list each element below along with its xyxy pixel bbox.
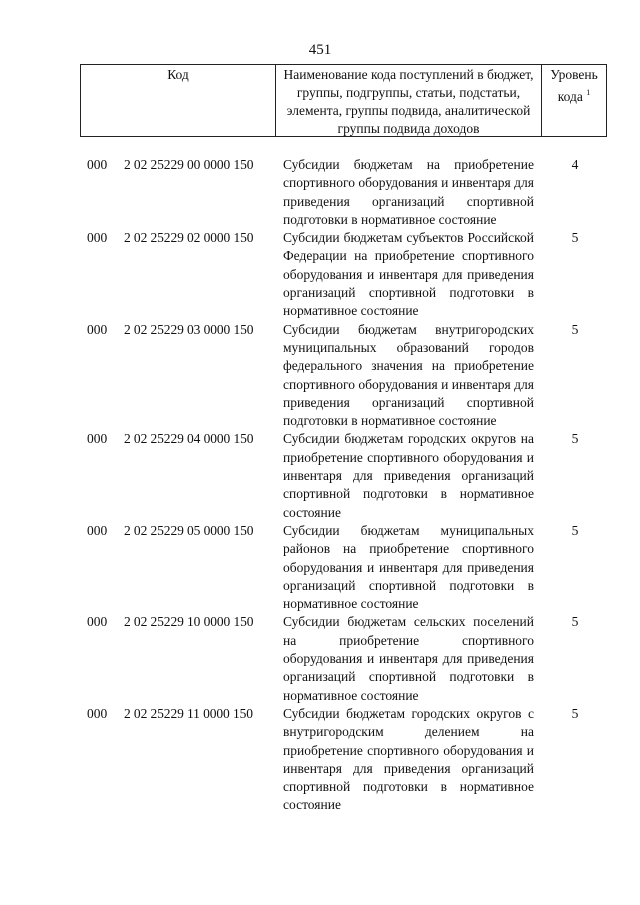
row-revenue-code: 2 02 25229 03 0000 150: [124, 321, 254, 337]
table-row: [0, 522, 640, 613]
header-level-cell: [542, 65, 606, 136]
table-row: [0, 705, 640, 815]
row-revenue-code: 2 02 25229 04 0000 150: [124, 431, 254, 447]
row-name: Субсидии бюджетам муниципальных районов на приобретение спортивного оборудования и инвентаря для приведения организаций спортивной подготовки в нормативное состояние: [283, 522, 534, 612]
row-revenue-code: 2 02 25229 02 0000 150: [124, 230, 254, 246]
row-group-code: 000: [87, 522, 108, 538]
header-level-word-2: кода: [557, 89, 587, 104]
page-number: 451: [308, 42, 332, 58]
header-level-word: Уровень: [550, 67, 598, 82]
header-level-label: [550, 67, 598, 104]
table-row: [0, 430, 640, 521]
table-header: [80, 64, 607, 137]
row-revenue-code: 2 02 25229 05 0000 150: [124, 522, 254, 538]
row-level: 5: [571, 614, 579, 630]
row-level: 5: [571, 230, 579, 246]
row-name: Субсидии бюджетам на приобретение спортивного оборудования и инвентаря для приведения организаций спортивной подготовки в нормативное состояние: [283, 157, 534, 227]
row-group-code: 000: [87, 614, 108, 630]
row-group-code: 000: [87, 431, 108, 447]
table-body: [0, 156, 640, 815]
row-group-code: 000: [87, 321, 108, 337]
table-row: [0, 321, 640, 431]
table-row: [0, 613, 640, 704]
row-group-code: 000: [87, 230, 108, 246]
row-level: 5: [571, 321, 579, 337]
row-level: 4: [571, 157, 579, 172]
row-group-code: 000: [87, 705, 108, 721]
table-row: [0, 229, 640, 320]
row-level: 5: [571, 522, 579, 538]
row-name: Субсидии бюджетам городских округов с внутригородским делением на приобретение спортивного оборудования и инвентаря для приведения организаций спортивной подготовки в нормативное состояние: [283, 705, 534, 813]
row-name: Субсидии бюджетам субъектов Российской Федерации на приобретение спортивного оборудования и инвентаря для приведения организаций спортивной подготовки в нормативное состояние: [283, 230, 534, 319]
row-group-code: 000: [87, 157, 108, 172]
row-name: Субсидии бюджетам городских округов на приобретение спортивного оборудования и инвентаря для приведения организаций спортивной подготовки в нормативное состояние: [283, 431, 534, 520]
row-name: Субсидии бюджетам внутригородских муниципальных образований городов федерального значения на приобретение спортивного оборудования и инвентаря для приведения организаций спортивной подготовки в нормативное состояние: [283, 321, 534, 429]
row-level: 5: [571, 705, 579, 721]
footnote-marker: 1: [586, 88, 591, 97]
row-name: Субсидии бюджетам сельских поселений на приобретение спортивного оборудования и инвентаря для приведения организаций спортивной подготовки в нормативное состояние: [283, 614, 534, 703]
row-level: 5: [571, 431, 579, 447]
header-code-cell: Код: [81, 65, 276, 136]
table-row: [0, 156, 640, 229]
header-name-cell: Наименование кода поступлений в бюджет, группы, подгруппы, статьи, подстатьи, элемента, группы подвида, аналитической группы подвида доходов: [276, 65, 542, 136]
row-revenue-code: 2 02 25229 10 0000 150: [124, 614, 254, 630]
row-revenue-code: 2 02 25229 00 0000 150: [124, 157, 254, 172]
row-revenue-code: 2 02 25229 11 0000 150: [124, 705, 253, 721]
